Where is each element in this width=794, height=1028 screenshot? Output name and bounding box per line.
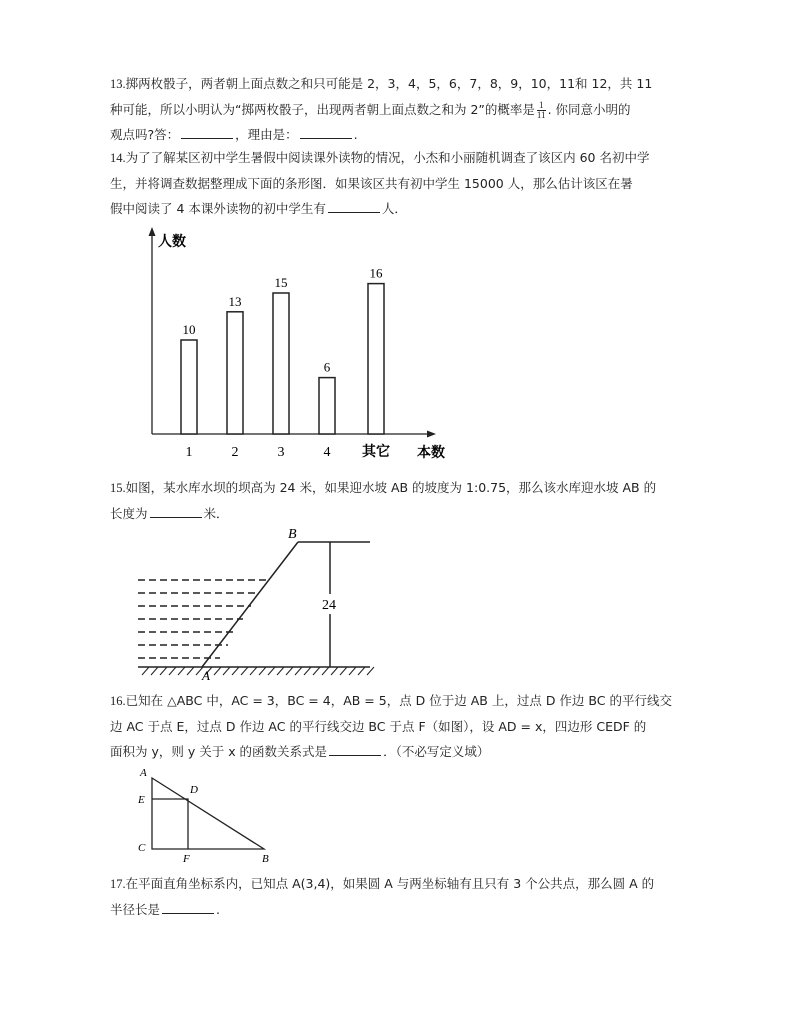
height-label: 24 bbox=[322, 598, 336, 613]
q17-number: 17. bbox=[110, 877, 126, 891]
q14-number: 14. bbox=[110, 151, 126, 165]
answer-blank[interactable] bbox=[162, 901, 214, 914]
y-axis-label: 人数 bbox=[158, 234, 186, 250]
q15-number: 15. bbox=[110, 481, 126, 495]
rectangle-cedf bbox=[152, 799, 188, 849]
label-a: A bbox=[140, 767, 147, 779]
ground-hatching bbox=[142, 667, 374, 675]
question-16 bbox=[110, 688, 706, 764]
bar-3 bbox=[273, 293, 289, 434]
label-d: D bbox=[190, 784, 198, 796]
bar-value-label: 13 bbox=[228, 293, 242, 309]
question-14 bbox=[110, 145, 706, 221]
q14-line3: 假中阅读了 4 本课外读物的初中学生有 人． bbox=[110, 201, 407, 216]
slope-ab bbox=[202, 542, 298, 667]
label-c: C bbox=[138, 842, 146, 854]
x-tick-label: 其它 bbox=[362, 444, 390, 460]
bar-4 bbox=[319, 378, 335, 434]
label-b: B bbox=[262, 853, 269, 865]
reason-blank[interactable] bbox=[300, 126, 352, 139]
bar-value-label: 16 bbox=[369, 265, 383, 281]
bar-2 bbox=[227, 312, 243, 434]
triangle-abc bbox=[152, 778, 264, 849]
x-tick-label: 2 bbox=[231, 445, 239, 460]
answer-blank[interactable] bbox=[329, 743, 381, 756]
x-tick-label: 4 bbox=[323, 445, 331, 460]
water-lines bbox=[138, 580, 266, 658]
q16-line1: 16.已知在 △ABC 中，AC = 3，BC = 4，AB = 5，点 D 位于边 AB 上，过点 D 作边 BC 的平行线交 bbox=[110, 693, 672, 708]
probability-fraction: $\frac{1}{11}$ bbox=[536, 100, 546, 120]
q15-line1: 15.如图，某水库水坝的坝高为 24 米，如果迎水坡 AB 的坡度为 1:0.75，那么该水库迎水坡 AB 的 bbox=[110, 480, 657, 495]
question-13 bbox=[110, 71, 706, 147]
q17-line2: 半径长是 . bbox=[110, 902, 220, 917]
bar-1 bbox=[181, 340, 197, 434]
bar-5 bbox=[368, 284, 384, 434]
x-tick-label: 1 bbox=[185, 445, 193, 460]
x-axis-label: 本数 bbox=[417, 445, 445, 461]
q13-line2: 种可能，所以小明认为“掷两枚骰子，出现两者朝上面点数之和为 2”的概率是 $\frac{1}{11}$ . 你同意小明的 bbox=[110, 100, 631, 120]
label-f: F bbox=[183, 853, 190, 865]
question-15 bbox=[110, 475, 706, 526]
q16-number: 16. bbox=[110, 694, 126, 708]
label-e: E bbox=[138, 794, 145, 806]
question-17 bbox=[110, 871, 706, 922]
answer-blank[interactable] bbox=[150, 505, 202, 518]
q13-line3: 观点吗?答： ，理由是： . bbox=[110, 127, 358, 142]
x-tick-label: 3 bbox=[277, 445, 285, 460]
q13-number: 13. bbox=[110, 77, 126, 91]
label-b: B bbox=[288, 527, 297, 542]
q14-line1: 14.为了了解某区初中学生暑假中阅读课外读物的情况，小杰和小丽随机调查了该区内 60 名初中学 bbox=[110, 150, 650, 165]
q15-line2: 长度为 米． bbox=[110, 506, 229, 521]
bar-chart bbox=[130, 222, 470, 467]
q13-line1: 13.掷两枚骰子，两者朝上面点数之和只可能是 2，3，4，5，6，7，8，9，10，11和 12，共 11 bbox=[110, 76, 653, 91]
q17-line1: 17.在平面直角坐标系内，已知点 A(3,4)，如果圆 A 与两坐标轴有且只有 3 个公共点，那么圆 A 的 bbox=[110, 876, 655, 891]
bar-value-label: 6 bbox=[323, 359, 331, 375]
bar-value-label: 10 bbox=[182, 322, 196, 337]
x-axis-arrow bbox=[427, 431, 436, 438]
q16-line2: 边 AC 于点 E，过点 D 作边 AC 的平行线交边 BC 于点 F（如图），设 AD = x，四边形 CEDF 的 bbox=[110, 719, 647, 734]
answer-blank[interactable] bbox=[328, 200, 380, 213]
label-a: A bbox=[202, 668, 210, 682]
bars-group bbox=[181, 266, 390, 460]
dam-figure bbox=[130, 522, 380, 682]
bar-value-label: 15 bbox=[274, 275, 288, 290]
triangle-figure bbox=[132, 764, 282, 866]
q16-line3: 面积为 y，则 y 关于 x 的函数关系式是 ．（不必写定义域） bbox=[110, 744, 490, 759]
y-axis-arrow bbox=[149, 227, 156, 236]
answer-blank[interactable] bbox=[181, 126, 233, 139]
q14-line2: 生，并将调查数据整理成下面的条形图．如果该区共有初中学生 15000 人，那么估计该区在暑 bbox=[110, 176, 633, 191]
